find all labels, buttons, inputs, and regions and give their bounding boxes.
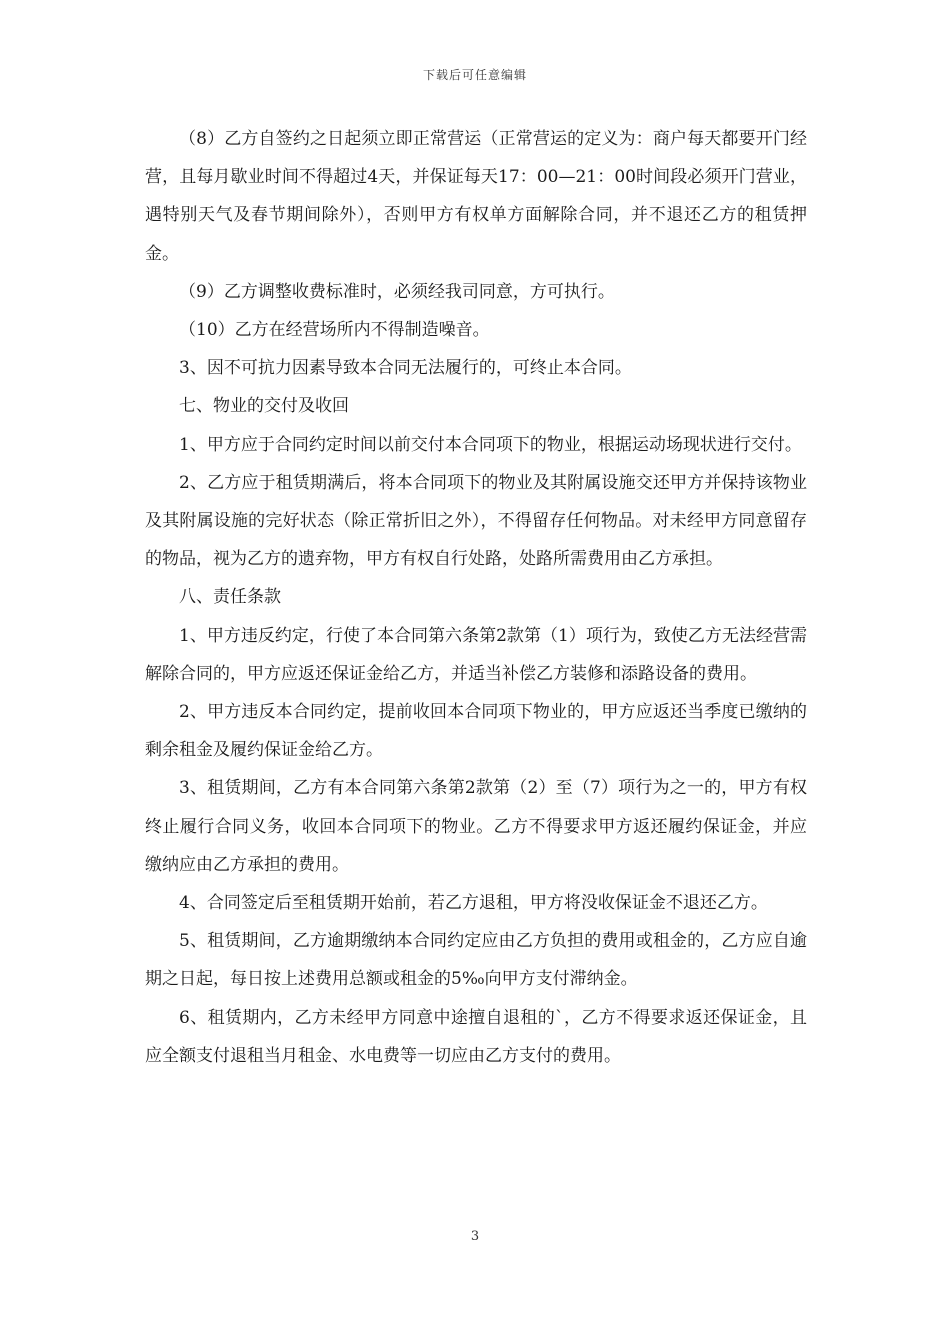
paragraph-liability-5: 5、租赁期间，乙方逾期缴纳本合同约定应由乙方负担的费用或租金的，乙方应自逾期之日起，每日按上述费用总额或租金的5‰向甲方支付滞纳金。: [145, 931, 807, 990]
page-header: 下载后可任意编辑: [422, 68, 527, 82]
paragraph-liability-1: 1、甲方违反约定，行使了本合同第六条第2款第（1）项行为，致使乙方无法经营需解除合同的，甲方应返还保证金给乙方，并适当补偿乙方装修和添路设备的费用。: [145, 625, 807, 684]
section-heading-liability: 八、责任条款: [179, 587, 281, 608]
paragraph-liability-3: 3、租赁期间，乙方有本合同第六条第2款第（2）至（7）项行为之一的，甲方有权终止履行合同义务，收回本合同项下的物业。乙方不得要求甲方返还履约保证金，并应缴纳应由乙方承担的费用。: [145, 778, 807, 875]
paragraph-delivery-2: 2、乙方应于租赁期满后，将本合同项下的物业及其附属设施交还甲方并保持该物业及其附属设施的完好状态（除正常折旧之外），不得留存任何物品。对未经甲方同意留存的物品，视为乙方的遗弃物，甲方有权自行处路，处路所需费用由乙方承担。: [145, 472, 807, 570]
paragraph-liability-4: 4、合同签定后至租赁期开始前，若乙方退租，甲方将没收保证金不退还乙方。: [179, 893, 768, 914]
paragraph-clause-9: （9）乙方调整收费标准时，必须经我司同意，方可执行。: [179, 281, 615, 302]
paragraph-clause-10: （10）乙方在经营场所内不得制造噪音。: [179, 320, 490, 341]
page-number: 3: [470, 1229, 480, 1244]
paragraph-liability-6: 6、租赁期内，乙方未经甲方同意中途擅自退租的`，乙方不得要求返还保证金，且应全额支付退租当月租金、水电费等一切应由乙方支付的费用。: [145, 1007, 807, 1066]
paragraph-clause-8: （8）乙方自签约之日起须立即正常营运（正常营运的定义为：商户每天都要开门经营，且每月歇业时间不得超过4天，并保证每天17：00—21：00时间段必须开门营业，遇特别天气及春节期间除外），否则甲方有权单方面解除合同，并不退还乙方的租赁押金。: [145, 129, 807, 264]
paragraph-liability-2: 2、甲方违反本合同约定，提前收回本合同项下物业的，甲方应返还当季度已缴纳的剩余租金及履约保证金给乙方。: [145, 702, 807, 761]
section-heading-delivery: 七、物业的交付及收回: [179, 396, 349, 417]
contract-body: [145, 120, 807, 1075]
paragraph-force-majeure: 3、因不可抗力因素导致本合同无法履行的，可终止本合同。: [179, 358, 632, 379]
paragraph-delivery-1: 1、甲方应于合同约定时间以前交付本合同项下的物业，根据运动场现状进行交付。: [179, 434, 802, 455]
